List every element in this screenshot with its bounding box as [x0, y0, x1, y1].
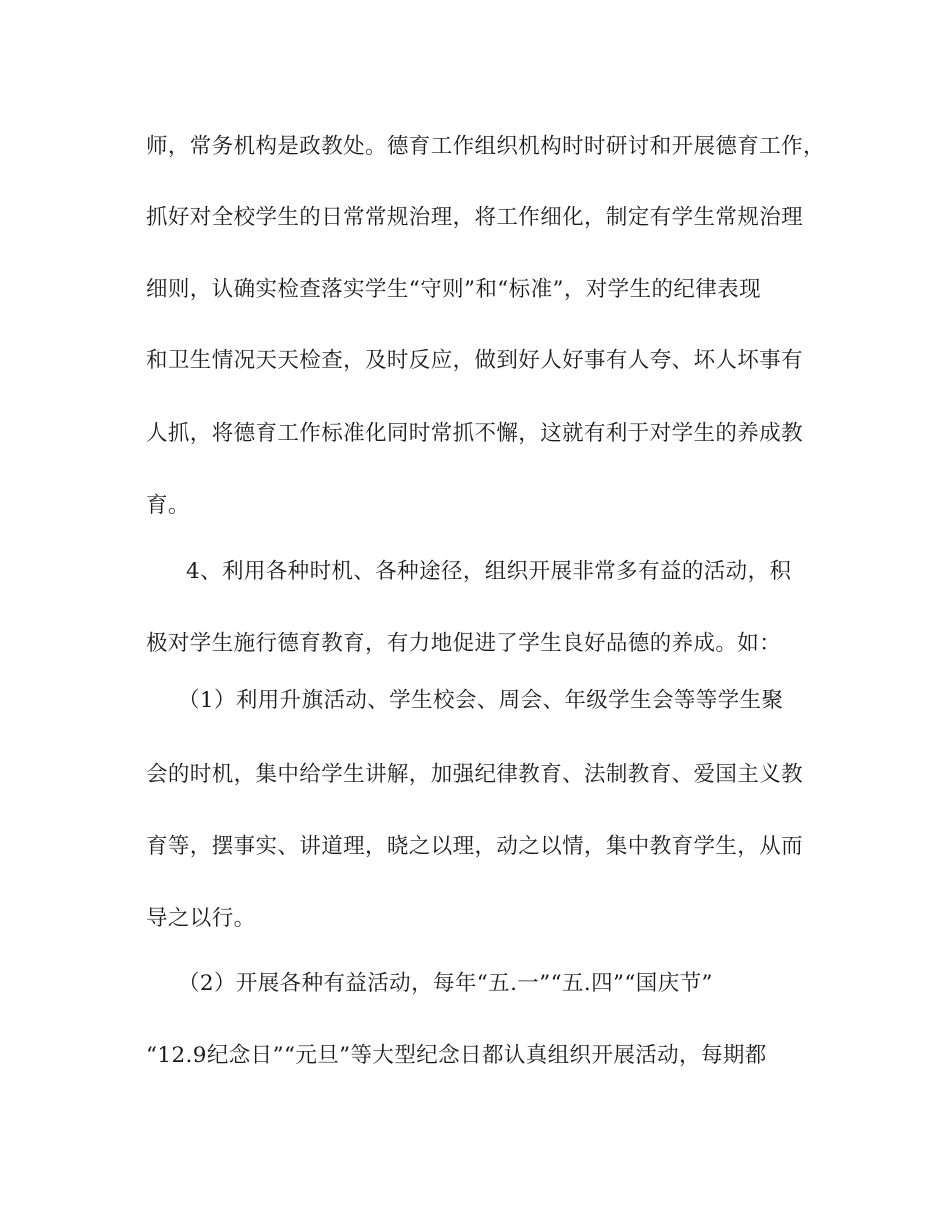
- paragraph-3-line-1: （1）利用升旗活动、学生校会、周会、年级学生会等等学生聚: [178, 688, 784, 713]
- paragraph-3-line-2: 会的时机，集中给学生讲解，加强纪律教育、法制教育、爱国主义教: [146, 762, 804, 787]
- paragraph-4-line-2: “12.9纪念日”“元旦”等大型纪念日都认真组织开展活动，每期都: [146, 1043, 767, 1068]
- paragraph-4-line-1: （2）开展各种有益活动，每年“五.一”“五.四”“国庆节”: [178, 971, 713, 996]
- paragraph-1-line-4: 和卫生情况天天检查，及时反应，做到好人好事有人夸、坏人坏事有: [146, 348, 804, 373]
- paragraph-2-line-2: 极对学生施行德育教育，有力地促进了学生良好品德的养成。如：: [146, 631, 782, 656]
- paragraph-3-line-3: 育等，摆事实、讲道理，晓之以理，动之以情，集中教育学生，从而: [146, 834, 804, 859]
- paragraph-2-line-1: 4、利用各种时机、各种途径，组织开展非常多有益的活动，积: [186, 559, 792, 584]
- paragraph-1-line-2: 抓好对全校学生的日常常规治理，将工作细化，制定有学生常规治理: [146, 205, 804, 230]
- paragraph-3-line-4: 导之以行。: [146, 906, 256, 931]
- paragraph-1-line-5: 人抓，将德育工作标准化同时常抓不懈，这就有利于对学生的养成教: [146, 421, 804, 446]
- paragraph-1-line-1: 师，常务机构是政教处。德育工作组织机构时时研讨和开展德育工作，: [146, 134, 825, 159]
- paragraph-1-line-6: 育。: [146, 493, 190, 518]
- paragraph-1-line-3: 细则，认确实检查落实学生“守则”和“标准”，对学生的纪律表现: [146, 277, 761, 302]
